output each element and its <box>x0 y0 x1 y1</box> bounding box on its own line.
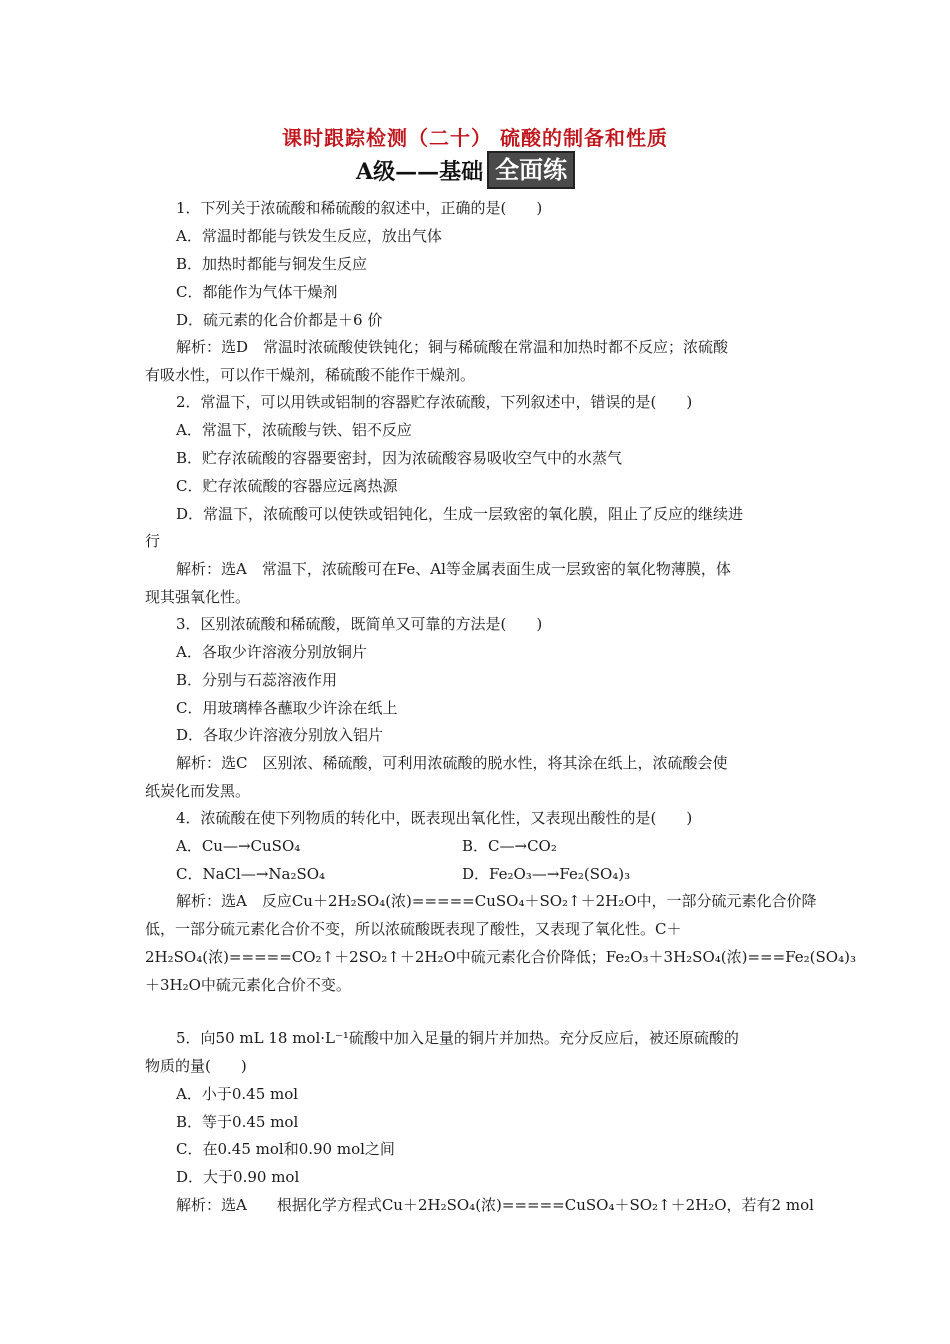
q1-option-c: C．都能作为气体干燥剂 <box>176 283 338 301</box>
question-5-cont: 物质的量( ) <box>145 1057 247 1075</box>
q4-analysis-cont-2: 2H₂SO₄(浓)=====CO₂↑＋2SO₂↑＋2H₂O中硫元素化合价降低；Fe₂O₃＋3H₂SO₄(浓)===Fe₂(SO₄)₃ <box>145 948 856 966</box>
q1-option-a: A．常温时都能与铁发生反应，放出气体 <box>176 227 442 245</box>
q1-option-d: D．硫元素的化合价都是＋6 价 <box>176 311 383 329</box>
question-1: 1．下列关于浓硫酸和稀硫酸的叙述中，正确的是( ) <box>176 199 543 217</box>
q3-option-c: C．用玻璃棒各蘸取少许涂在纸上 <box>176 699 398 717</box>
q2-analysis-cont: 现其强氧化性。 <box>145 588 251 606</box>
q4-option-a: A．Cu—→CuSO₄ <box>176 837 301 855</box>
q2-option-c: C．贮存浓硫酸的容器应远离热源 <box>176 477 398 495</box>
level-label: A级——基础 <box>356 158 484 185</box>
q4-option-c: C．NaCl—→Na₂SO₄ <box>176 865 326 883</box>
q4-analysis-cont-3: ＋3H₂O中硫元素化合价不变。 <box>145 976 351 994</box>
q3-analysis-cont: 纸炭化而发黑。 <box>145 782 251 800</box>
q2-option-d: D．常温下，浓硫酸可以使铁或铝钝化，生成一层致密的氧化膜，阻止了反应的继续进 <box>176 505 744 523</box>
q5-option-a: A．小于0.45 mol <box>176 1085 299 1103</box>
question-4: 4．浓硫酸在使下列物质的转化中，既表现出氧化性，又表现出酸性的是( ) <box>176 809 693 827</box>
page-title: 课时跟踪检测（二十） 硫酸的制备和性质 <box>282 126 668 150</box>
level-heading <box>356 152 575 188</box>
q1-analysis-cont: 有吸水性，可以作干燥剂，稀硫酸不能作干燥剂。 <box>145 366 476 384</box>
q4-option-b: B．C—→CO₂ <box>462 837 557 855</box>
q3-analysis: 解析：选C 区别浓、稀硫酸，可利用浓硫酸的脱水性，将其涂在纸上，浓硫酸会使 <box>176 754 728 772</box>
question-2: 2．常温下，可以用铁或铝制的容器贮存浓硫酸，下列叙述中，错误的是( ) <box>176 393 693 411</box>
q2-analysis: 解析：选A 常温下，浓硫酸可在Fe、Al等金属表面生成一层致密的氧化物薄膜，体 <box>176 560 731 578</box>
level-badge: 全面练 <box>487 151 575 189</box>
q2-option-a: A．常温下，浓硫酸与铁、铝不反应 <box>176 421 412 439</box>
q1-analysis: 解析：选D 常温时浓硫酸使铁钝化；铜与稀硫酸在常温和加热时都不反应；浓硫酸 <box>176 338 729 356</box>
q3-option-a: A．各取少许溶液分别放铜片 <box>176 643 367 661</box>
q4-analysis-cont-1: 低，一部分硫元素化合价不变，所以浓硫酸既表现了酸性，又表现了氧化性。C＋ <box>145 920 682 938</box>
q2-option-b: B．贮存浓硫酸的容器要密封，因为浓硫酸容易吸收空气中的水蒸气 <box>176 449 623 467</box>
q4-analysis: 解析：选A 反应Cu＋2H₂SO₄(浓)=====CuSO₄＋SO₂↑＋2H₂O中，一部分硫元素化合价降 <box>176 892 817 910</box>
question-5: 5．向50 mL 18 mol·L⁻¹硫酸中加入足量的铜片并加热。充分反应后，被还原硫酸的 <box>176 1029 739 1047</box>
q5-option-d: D．大于0.90 mol <box>176 1168 300 1186</box>
q5-option-b: B．等于0.45 mol <box>176 1113 299 1131</box>
q5-analysis: 解析：选A 根据化学方程式Cu＋2H₂SO₄(浓)=====CuSO₄＋SO₂↑＋2H₂O，若有2 mol <box>176 1196 814 1214</box>
q4-option-d: D．Fe₂O₃—→Fe₂(SO₄)₃ <box>462 865 631 883</box>
q1-option-b: B．加热时都能与铜发生反应 <box>176 255 368 273</box>
q3-option-d: D．各取少许溶液分别放入铝片 <box>176 726 384 744</box>
q5-option-c: C．在0.45 mol和0.90 mol之间 <box>176 1140 395 1158</box>
q2-option-d-cont: 行 <box>145 532 161 550</box>
question-3: 3．区别浓硫酸和稀硫酸，既简单又可靠的方法是( ) <box>176 615 543 633</box>
q3-option-b: B．分别与石蕊溶液作用 <box>176 671 338 689</box>
